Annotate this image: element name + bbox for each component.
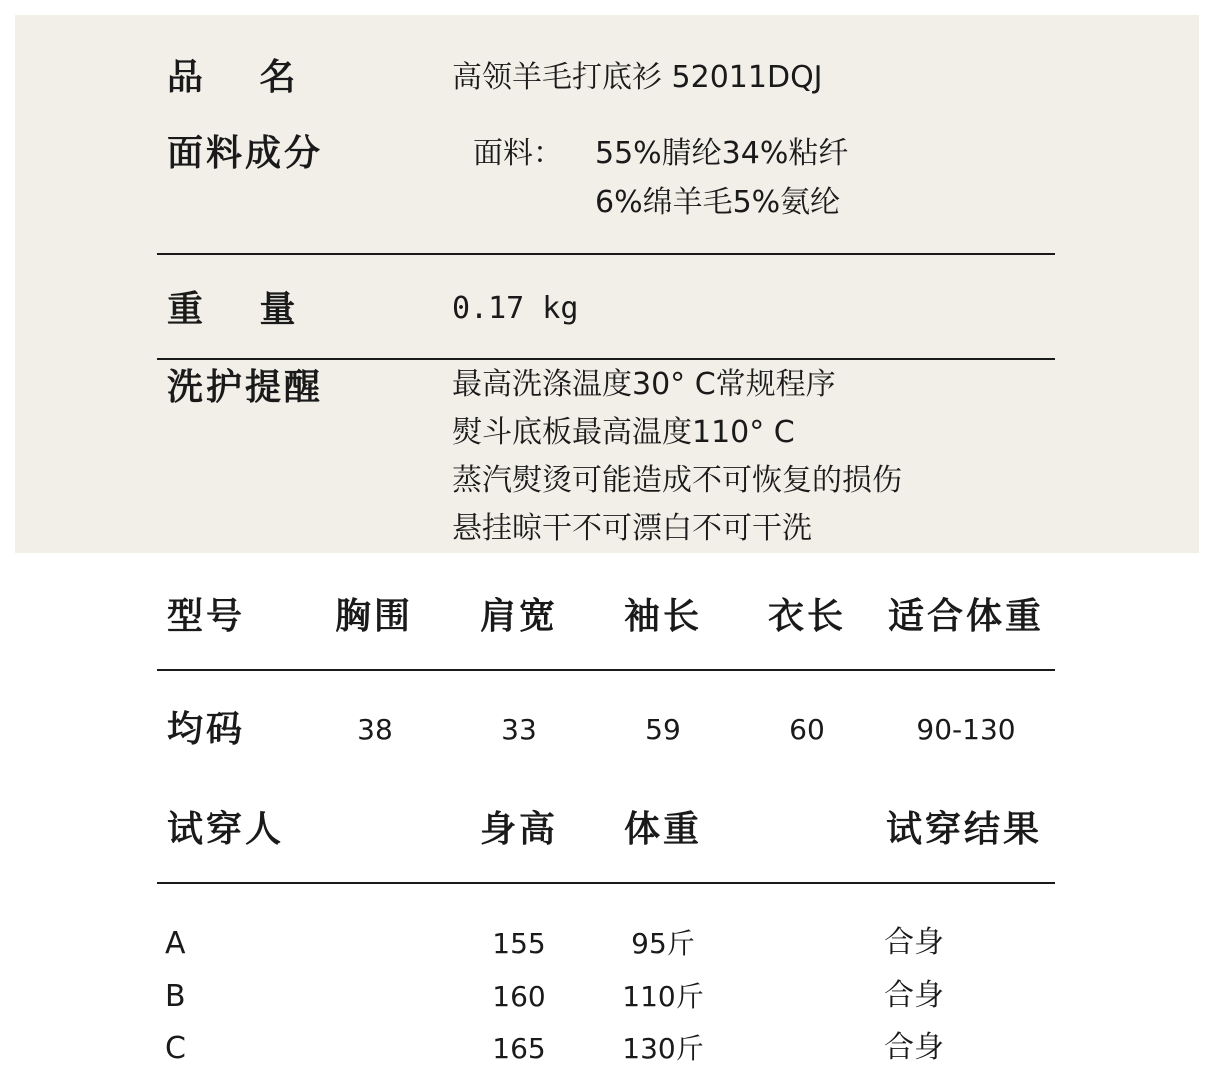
size-row-sleeve: 59 bbox=[645, 713, 681, 746]
divider bbox=[157, 669, 1055, 671]
size-header-shoulder: 肩宽 bbox=[480, 596, 559, 637]
fabric-line-1: 55%腈纶34%粘纤 bbox=[595, 136, 849, 171]
fit-row-height: 155 bbox=[492, 927, 546, 960]
fit-row-tester: C bbox=[165, 1031, 186, 1066]
fabric-prefix: 面料： bbox=[473, 136, 563, 171]
fit-row-weight: 110斤 bbox=[622, 980, 704, 1013]
fit-header-weight: 体重 bbox=[624, 809, 703, 850]
size-header-sleeve: 袖长 bbox=[624, 596, 703, 637]
fit-row-tester: B bbox=[165, 979, 186, 1014]
size-row-chest: 38 bbox=[357, 713, 393, 746]
fit-row-result: 合身 bbox=[884, 925, 944, 960]
fit-row-height: 160 bbox=[492, 980, 546, 1013]
size-header-chest: 胸围 bbox=[335, 596, 414, 637]
fit-header-tester: 试穿人 bbox=[167, 809, 285, 850]
size-header-fit-weight: 适合体重 bbox=[888, 596, 1045, 637]
care-line: 悬挂晾干不可漂白不可干洗 bbox=[452, 511, 812, 546]
size-row-fit-weight: 90-130 bbox=[916, 713, 1016, 746]
divider bbox=[157, 253, 1055, 255]
size-row-model: 均码 bbox=[167, 709, 246, 750]
fit-row-result: 合身 bbox=[884, 978, 944, 1013]
fit-row-height: 165 bbox=[492, 1032, 546, 1065]
care-line: 熨斗底板最高温度110° C bbox=[452, 415, 795, 450]
composition-label: 面料成分 bbox=[167, 133, 324, 174]
fit-row-weight: 95斤 bbox=[631, 927, 695, 960]
fit-header-result: 试穿结果 bbox=[886, 809, 1043, 850]
product-name-value: 高领羊毛打底衫 52011DQJ bbox=[452, 60, 823, 95]
fit-header-height: 身高 bbox=[480, 809, 559, 850]
care-label: 洗护提醒 bbox=[167, 367, 324, 408]
fit-row-result: 合身 bbox=[884, 1030, 944, 1065]
care-line: 最高洗涤温度30° C常规程序 bbox=[452, 367, 836, 402]
divider bbox=[157, 358, 1055, 360]
weight-label: 重 量 bbox=[167, 289, 318, 330]
weight-value: 0.17 kg bbox=[452, 291, 579, 326]
fit-row-tester: A bbox=[165, 926, 186, 961]
product-name-label: 品 名 bbox=[167, 57, 318, 98]
care-line: 蒸汽熨烫可能造成不可恢复的损伤 bbox=[452, 463, 902, 498]
size-row-length: 60 bbox=[789, 713, 825, 746]
fit-row-weight: 130斤 bbox=[622, 1032, 704, 1065]
size-row-shoulder: 33 bbox=[501, 713, 537, 746]
fabric-line-2: 6%绵羊毛5%氨纶 bbox=[595, 185, 841, 220]
size-header-model: 型号 bbox=[167, 596, 246, 637]
size-header-length: 衣长 bbox=[768, 596, 847, 637]
divider bbox=[157, 882, 1055, 884]
